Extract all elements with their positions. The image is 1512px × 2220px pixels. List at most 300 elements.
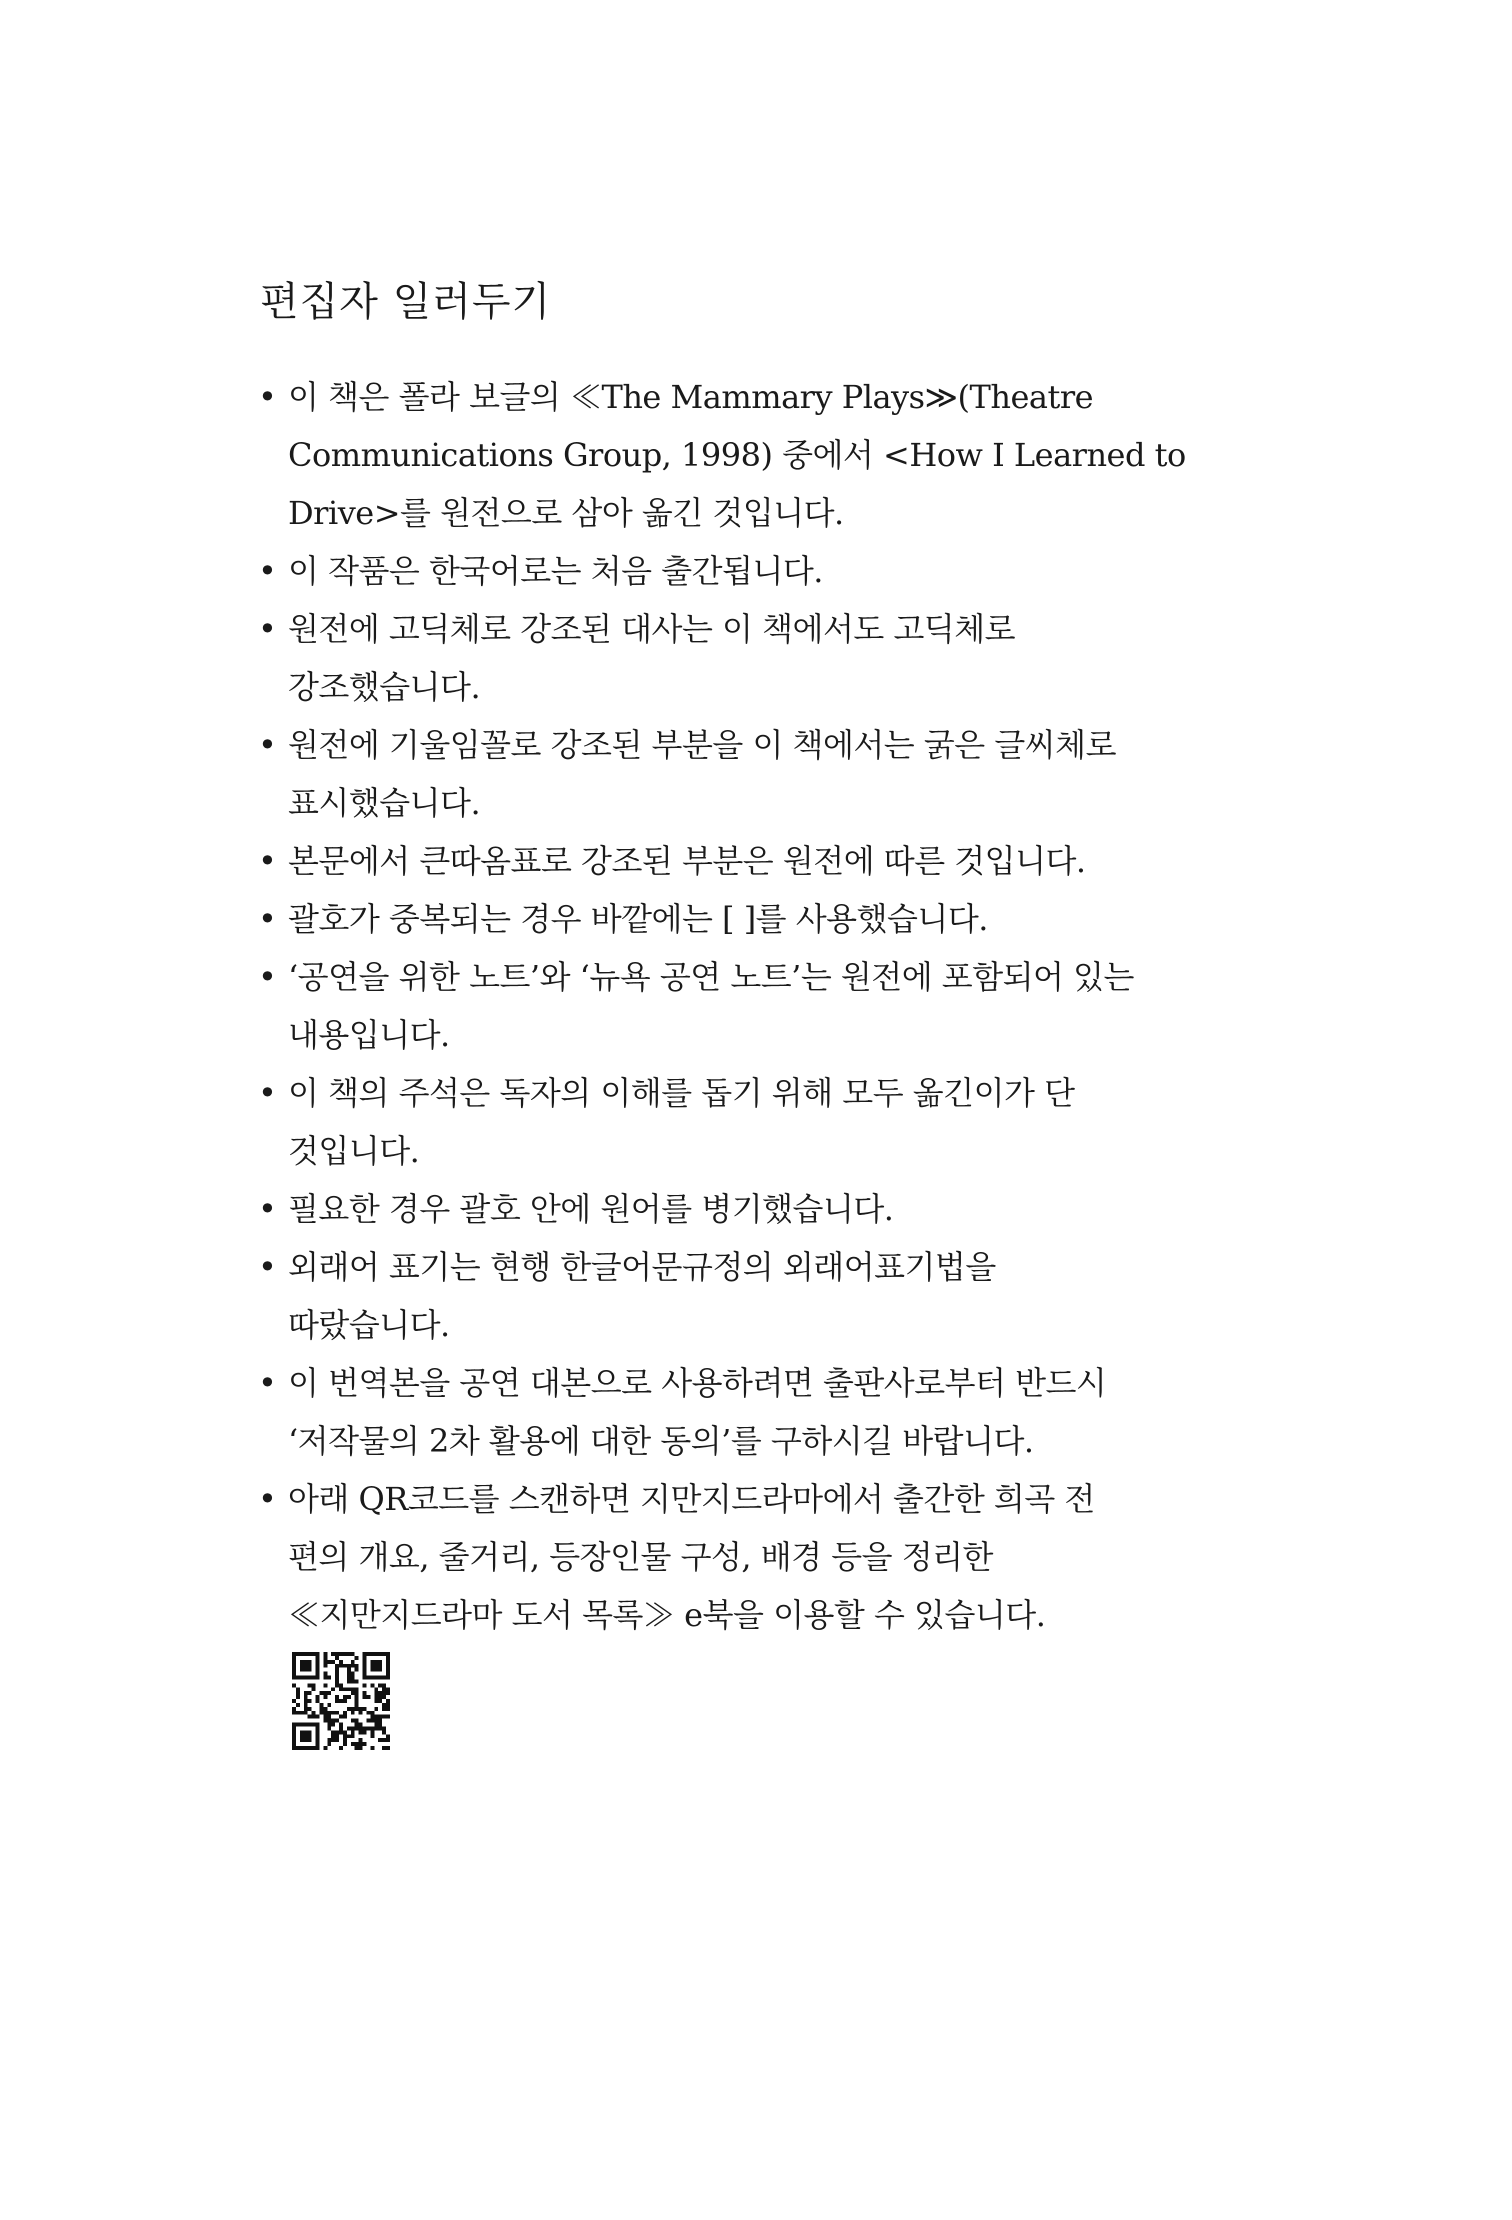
qr-module xyxy=(316,1746,320,1750)
qr-module xyxy=(374,1652,378,1656)
qr-module xyxy=(382,1695,386,1699)
qr-module xyxy=(355,1723,359,1727)
qr-module xyxy=(366,1726,370,1730)
qr-module xyxy=(292,1742,296,1746)
qr-module xyxy=(331,1719,335,1723)
qr-module xyxy=(339,1746,343,1750)
qr-module xyxy=(359,1746,363,1750)
note-text: ‘저작물의 2차 활용에 대한 동의’를 구하시길 바랍니다. xyxy=(288,1422,1034,1460)
qr-module xyxy=(323,1676,327,1680)
note-text: 이 번역본을 공연 대본으로 사용하려면 출판사로부터 반드시 xyxy=(288,1364,1107,1402)
qr-module xyxy=(292,1652,296,1656)
qr-module xyxy=(308,1699,312,1703)
qr-module xyxy=(355,1703,359,1707)
bullet-icon: • xyxy=(258,900,277,938)
qr-module xyxy=(351,1707,355,1711)
qr-module xyxy=(292,1734,296,1738)
qr-module xyxy=(292,1676,296,1680)
qr-module xyxy=(300,1711,304,1715)
qr-module xyxy=(323,1664,327,1668)
qr-module xyxy=(335,1676,339,1680)
qr-module xyxy=(363,1668,367,1672)
qr-module xyxy=(351,1730,355,1734)
qr-module xyxy=(323,1683,327,1687)
qr-module xyxy=(382,1691,386,1695)
qr-module xyxy=(308,1683,312,1687)
qr-module xyxy=(312,1676,316,1680)
qr-module xyxy=(378,1738,382,1742)
qr-module xyxy=(366,1719,370,1723)
note-text: 필요한 경우 괄호 안에 원어를 병기했습니다. xyxy=(288,1190,894,1228)
qr-module xyxy=(386,1715,390,1719)
qr-module xyxy=(343,1695,347,1699)
qr-module xyxy=(312,1723,316,1727)
qr-module xyxy=(355,1707,359,1711)
qr-module xyxy=(378,1723,382,1727)
qr-module xyxy=(363,1652,367,1656)
qr-module xyxy=(335,1652,339,1656)
qr-module xyxy=(292,1668,296,1672)
qr-module xyxy=(355,1719,359,1723)
qr-module xyxy=(355,1699,359,1703)
qr-module xyxy=(347,1687,351,1691)
qr-module xyxy=(370,1711,374,1715)
qr-module xyxy=(292,1656,296,1660)
qr-module xyxy=(304,1707,308,1711)
qr-module xyxy=(343,1652,347,1656)
qr-module xyxy=(304,1660,308,1664)
qr-module xyxy=(363,1707,367,1711)
qr-module xyxy=(296,1723,300,1727)
qr-module xyxy=(386,1676,390,1680)
qr-module xyxy=(363,1742,367,1746)
qr-module xyxy=(316,1695,320,1699)
qr-module xyxy=(363,1730,367,1734)
qr-module xyxy=(300,1676,304,1680)
qr-module xyxy=(331,1734,335,1738)
qr-module xyxy=(339,1687,343,1691)
qr-module xyxy=(300,1734,304,1738)
note-text: 괄호가 중복되는 경우 바깥에는 [ ]를 사용했습니다. xyxy=(288,900,988,938)
qr-module xyxy=(316,1726,320,1730)
qr-module xyxy=(363,1660,367,1664)
qr-module xyxy=(378,1664,382,1668)
qr-module xyxy=(386,1672,390,1676)
qr-module xyxy=(296,1687,300,1691)
qr-module xyxy=(386,1699,390,1703)
note-item xyxy=(258,1470,1258,1644)
qr-module xyxy=(304,1723,308,1727)
qr-module xyxy=(370,1668,374,1672)
qr-module xyxy=(323,1715,327,1719)
note-text: 외래어 표기는 현행 한글어문규정의 외래어표기법을 xyxy=(288,1248,996,1286)
qr-module xyxy=(359,1723,363,1727)
qr-module xyxy=(327,1726,331,1730)
page-title: 편집자 일러두기 xyxy=(260,279,552,325)
qr-module xyxy=(355,1679,359,1683)
qr-module xyxy=(363,1676,367,1680)
qr-module xyxy=(292,1672,296,1676)
qr-module xyxy=(335,1734,339,1738)
qr-module xyxy=(296,1695,300,1699)
qr-module xyxy=(339,1652,343,1656)
qr-module xyxy=(359,1707,363,1711)
qr-module xyxy=(343,1699,347,1703)
qr-module xyxy=(370,1715,374,1719)
qr-module xyxy=(382,1676,386,1680)
qr-module xyxy=(351,1711,355,1715)
note-item xyxy=(258,542,1258,600)
qr-module xyxy=(370,1652,374,1656)
note-text: 내용입니다. xyxy=(288,1016,450,1054)
qr-module xyxy=(347,1707,351,1711)
qr-module xyxy=(308,1652,312,1656)
qr-module xyxy=(355,1742,359,1746)
qr-module xyxy=(292,1726,296,1730)
qr-module xyxy=(316,1723,320,1727)
qr-module xyxy=(382,1707,386,1711)
qr-module xyxy=(308,1691,312,1695)
qr-module xyxy=(363,1683,367,1687)
qr-module xyxy=(378,1691,382,1695)
qr-module xyxy=(339,1660,343,1664)
qr-module xyxy=(343,1742,347,1746)
qr-module xyxy=(304,1734,308,1738)
qr-module xyxy=(351,1652,355,1656)
qr-module xyxy=(312,1683,316,1687)
qr-module xyxy=(363,1691,367,1695)
qr-module xyxy=(374,1664,378,1668)
qr-module xyxy=(308,1734,312,1738)
qr-module xyxy=(304,1691,308,1695)
qr-module xyxy=(304,1664,308,1668)
qr-module xyxy=(335,1699,339,1703)
qr-module xyxy=(335,1668,339,1672)
qr-module xyxy=(323,1711,327,1715)
qr-module xyxy=(351,1679,355,1683)
qr-module xyxy=(312,1746,316,1750)
qr-module xyxy=(316,1730,320,1734)
qr-module xyxy=(327,1742,331,1746)
note-item xyxy=(258,948,1258,1064)
qr-module xyxy=(312,1711,316,1715)
qr-module xyxy=(308,1723,312,1727)
qr-module xyxy=(370,1683,374,1687)
note-text: 이 작품은 한국어로는 처음 출간됩니다. xyxy=(288,552,823,590)
qr-module xyxy=(351,1734,355,1738)
qr-module xyxy=(327,1691,331,1695)
qr-module xyxy=(374,1676,378,1680)
qr-module xyxy=(339,1699,343,1703)
qr-module xyxy=(378,1695,382,1699)
qr-module xyxy=(351,1664,355,1668)
qr-module xyxy=(335,1672,339,1676)
qr-module xyxy=(304,1738,308,1742)
qr-module xyxy=(378,1699,382,1703)
qr-module xyxy=(374,1695,378,1699)
qr-module xyxy=(359,1742,363,1746)
qr-module xyxy=(296,1691,300,1695)
qr-module xyxy=(335,1679,339,1683)
qr-module xyxy=(319,1691,323,1695)
qr-module xyxy=(382,1652,386,1656)
qr-module xyxy=(347,1664,351,1668)
qr-module xyxy=(300,1664,304,1668)
qr-module xyxy=(316,1738,320,1742)
qr-module xyxy=(292,1730,296,1734)
note-text: ≪지만지드라마 도서 목록≫ e북을 이용할 수 있습니다. xyxy=(288,1596,1046,1634)
qr-module xyxy=(316,1676,320,1680)
qr-module xyxy=(327,1738,331,1742)
note-text: Communications Group, 1998) 중에서 <How I Learned to xyxy=(288,436,1186,474)
note-text: 표시했습니다. xyxy=(288,784,481,822)
note-text: 원전에 기울임꼴로 강조된 부분을 이 책에서는 굵은 글씨체로 xyxy=(288,726,1117,764)
qr-module xyxy=(304,1703,308,1707)
qr-module xyxy=(323,1652,327,1656)
qr-module xyxy=(374,1715,378,1719)
qr-module xyxy=(319,1707,323,1711)
qr-module xyxy=(382,1726,386,1730)
qr-module xyxy=(292,1707,296,1711)
qr-module xyxy=(292,1664,296,1668)
qr-module xyxy=(300,1652,304,1656)
qr-module xyxy=(359,1738,363,1742)
qr-module xyxy=(386,1707,390,1711)
qr-module xyxy=(351,1660,355,1664)
qr-module xyxy=(339,1723,343,1727)
qr-module xyxy=(351,1726,355,1730)
note-text: Drive>를 원전으로 삼아 옮긴 것입니다. xyxy=(288,494,844,532)
qr-module xyxy=(370,1719,374,1723)
qr-module xyxy=(374,1699,378,1703)
qr-module xyxy=(343,1711,347,1715)
qr-module xyxy=(374,1707,378,1711)
qr-module xyxy=(304,1668,308,1672)
note-text: 본문에서 큰따옴표로 강조된 부분은 원전에 따른 것입니다. xyxy=(288,842,1086,880)
qr-module xyxy=(386,1691,390,1695)
qr-module xyxy=(378,1652,382,1656)
qr-module xyxy=(316,1715,320,1719)
qr-module xyxy=(292,1738,296,1742)
bullet-icon: • xyxy=(258,1364,277,1402)
qr-module xyxy=(335,1719,339,1723)
qr-module xyxy=(370,1730,374,1734)
qr-module xyxy=(312,1652,316,1656)
note-text: 아래 QR코드를 스캔하면 지만지드라마에서 출간한 희곡 전 xyxy=(288,1480,1095,1518)
qr-module xyxy=(331,1687,335,1691)
qr-module xyxy=(300,1730,304,1734)
note-item xyxy=(258,368,1258,542)
qr-module xyxy=(308,1730,312,1734)
qr-module xyxy=(316,1734,320,1738)
qr-module xyxy=(378,1683,382,1687)
qr-module xyxy=(355,1687,359,1691)
bullet-icon: • xyxy=(258,610,277,648)
qr-module xyxy=(347,1676,351,1680)
qr-module xyxy=(323,1719,327,1723)
qr-module xyxy=(343,1730,347,1734)
bullet-icon: • xyxy=(258,552,277,590)
qr-module xyxy=(378,1726,382,1730)
qr-module xyxy=(327,1660,331,1664)
qr-module xyxy=(316,1652,320,1656)
qr-module xyxy=(343,1715,347,1719)
qr-module xyxy=(323,1695,327,1699)
note-item xyxy=(258,832,1258,890)
note-text: 이 책의 주석은 독자의 이해를 돕기 위해 모두 옮긴이가 단 xyxy=(288,1074,1075,1112)
qr-module xyxy=(335,1656,339,1660)
qr-module xyxy=(366,1695,370,1699)
qr-module xyxy=(308,1715,312,1719)
qr-module xyxy=(347,1679,351,1683)
qr-module xyxy=(327,1703,331,1707)
qr-module xyxy=(296,1703,300,1707)
note-text: 이 책은 폴라 보글의 ≪The Mammary Plays≫(Theatre xyxy=(288,378,1094,416)
qr-module xyxy=(343,1687,347,1691)
qr-module xyxy=(316,1699,320,1703)
qr-module xyxy=(351,1742,355,1746)
note-text: 것입니다. xyxy=(288,1132,420,1170)
qr-module xyxy=(304,1676,308,1680)
qr-module xyxy=(304,1711,308,1715)
qr-module xyxy=(300,1660,304,1664)
note-item xyxy=(258,716,1258,832)
qr-module xyxy=(355,1746,359,1750)
note-item xyxy=(258,1354,1258,1470)
qr-module xyxy=(374,1691,378,1695)
qr-module xyxy=(339,1683,343,1687)
qr-module xyxy=(296,1652,300,1656)
qr-module xyxy=(370,1746,374,1750)
qr-module xyxy=(339,1664,343,1668)
bullet-icon: • xyxy=(258,378,277,416)
qr-module xyxy=(370,1734,374,1738)
qr-module xyxy=(370,1664,374,1668)
qr-module xyxy=(355,1664,359,1668)
qr-module xyxy=(355,1656,359,1660)
qr-module xyxy=(382,1703,386,1707)
qr-module xyxy=(386,1738,390,1742)
qr-module xyxy=(374,1668,378,1672)
bullet-icon: • xyxy=(258,726,277,764)
qr-module xyxy=(316,1742,320,1746)
qr-module xyxy=(292,1699,296,1703)
qr-module xyxy=(347,1734,351,1738)
qr-module xyxy=(374,1723,378,1727)
qr-module xyxy=(355,1695,359,1699)
qr-module xyxy=(335,1683,339,1687)
qr-module xyxy=(304,1652,308,1656)
bullet-icon: • xyxy=(258,958,277,996)
qr-module xyxy=(366,1652,370,1656)
qr-module xyxy=(323,1746,327,1750)
qr-module xyxy=(339,1726,343,1730)
qr-module xyxy=(378,1660,382,1664)
qr-module xyxy=(327,1711,331,1715)
qr-module xyxy=(292,1683,296,1687)
note-text: 편의 개요, 줄거리, 등장인물 구성, 배경 등을 정리한 xyxy=(288,1538,993,1576)
qr-module xyxy=(363,1695,367,1699)
qr-module xyxy=(319,1711,323,1715)
note-item xyxy=(258,1238,1258,1354)
qr-module xyxy=(374,1660,378,1664)
qr-module xyxy=(308,1668,312,1672)
qr-module xyxy=(308,1707,312,1711)
note-item xyxy=(258,600,1258,716)
qr-module xyxy=(316,1672,320,1676)
editor-notes-list xyxy=(258,368,1258,1644)
qr-module xyxy=(292,1660,296,1664)
qr-module xyxy=(386,1734,390,1738)
qr-module xyxy=(319,1703,323,1707)
qr-module xyxy=(378,1719,382,1723)
qr-module xyxy=(386,1664,390,1668)
qr-module xyxy=(308,1664,312,1668)
qr-module xyxy=(363,1726,367,1730)
qr-module xyxy=(308,1676,312,1680)
bullet-icon: • xyxy=(258,1248,277,1286)
qr-module xyxy=(343,1738,347,1742)
qr-module xyxy=(382,1683,386,1687)
qr-module xyxy=(296,1711,300,1715)
qr-module xyxy=(382,1738,386,1742)
qr-code-icon[interactable] xyxy=(292,1652,390,1750)
qr-module xyxy=(347,1652,351,1656)
qr-module xyxy=(339,1730,343,1734)
qr-module xyxy=(355,1691,359,1695)
note-item xyxy=(258,890,1258,948)
qr-module xyxy=(359,1730,363,1734)
qr-module xyxy=(386,1687,390,1691)
qr-module xyxy=(366,1711,370,1715)
qr-module xyxy=(374,1726,378,1730)
qr-module xyxy=(296,1746,300,1750)
qr-module xyxy=(386,1656,390,1660)
qr-module xyxy=(335,1664,339,1668)
bullet-icon: • xyxy=(258,1074,277,1112)
qr-module xyxy=(355,1668,359,1672)
qr-module xyxy=(304,1746,308,1750)
qr-module xyxy=(378,1676,382,1680)
qr-module xyxy=(335,1738,339,1742)
qr-module xyxy=(308,1738,312,1742)
qr-module xyxy=(323,1672,327,1676)
qr-module xyxy=(292,1723,296,1727)
qr-module xyxy=(386,1652,390,1656)
qr-module xyxy=(327,1719,331,1723)
qr-module xyxy=(374,1687,378,1691)
note-text: 원전에 고딕체로 강조된 대사는 이 책에서도 고딕체로 xyxy=(288,610,1016,648)
qr-module xyxy=(312,1715,316,1719)
qr-module xyxy=(378,1715,382,1719)
qr-module xyxy=(370,1660,374,1664)
qr-module xyxy=(351,1676,355,1680)
qr-module xyxy=(363,1664,367,1668)
qr-module xyxy=(331,1652,335,1656)
qr-module xyxy=(347,1672,351,1676)
qr-module xyxy=(347,1726,351,1730)
qr-module xyxy=(382,1687,386,1691)
qr-module xyxy=(370,1726,374,1730)
qr-module xyxy=(308,1746,312,1750)
qr-module xyxy=(331,1723,335,1727)
qr-module xyxy=(331,1660,335,1664)
bullet-icon: • xyxy=(258,842,277,880)
qr-module xyxy=(359,1726,363,1730)
qr-module xyxy=(363,1672,367,1676)
qr-module xyxy=(308,1660,312,1664)
qr-module xyxy=(386,1660,390,1664)
